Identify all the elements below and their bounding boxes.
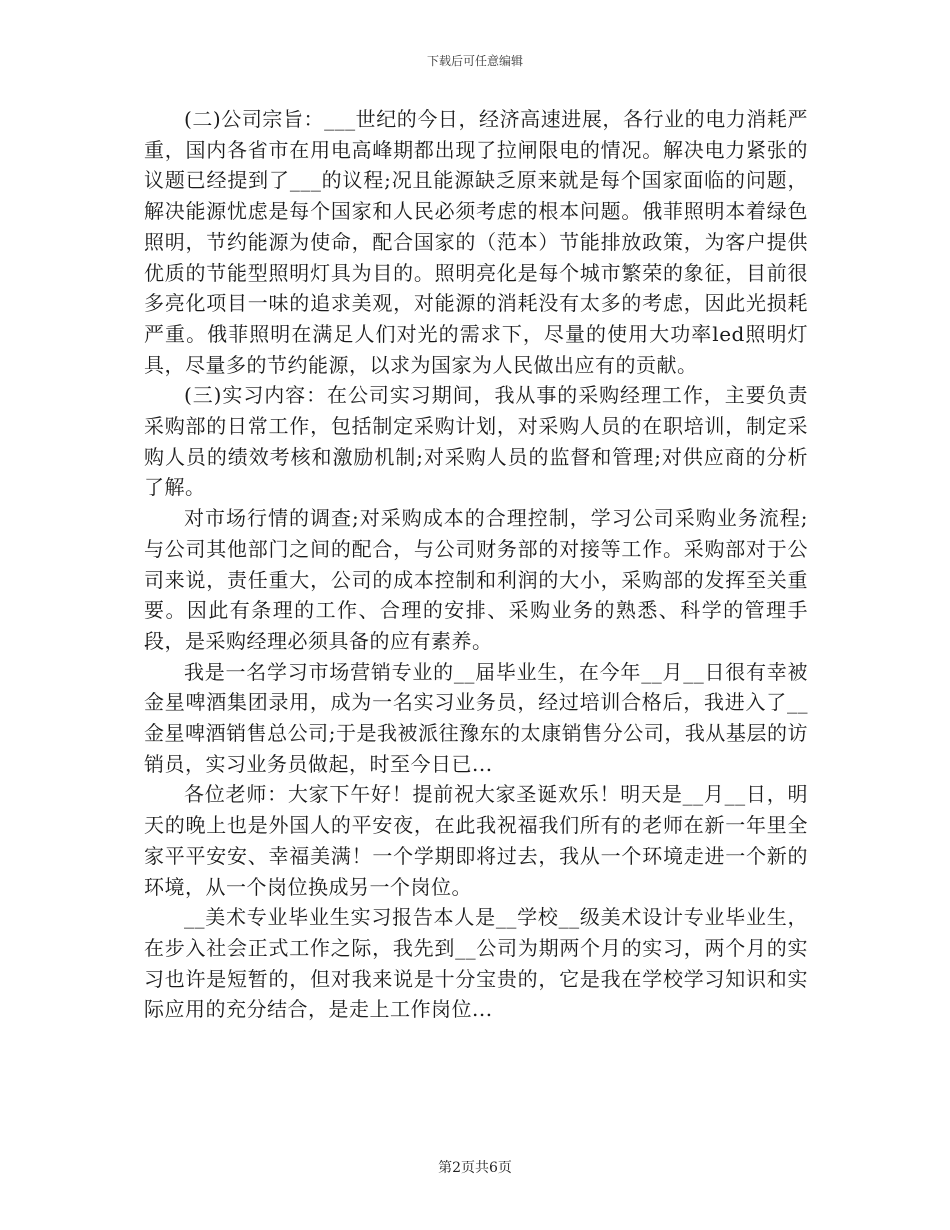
document-body xyxy=(144,104,808,1025)
paragraph-marketing-graduate: 我是一名学习市场营销专业的__届毕业生，在今年__月__日很有幸被金星啤酒集团录用，成为一名实习业务员，经过培训合格后，我进入了__金星啤酒销售总公司;于是我被派往豫东的太康销售分公司，我从基层的访销员，实习业务员做起，时至今日已... xyxy=(144,659,808,776)
page-number: 第2页共6页 xyxy=(438,1160,512,1176)
paragraph-market-research: 对市场行情的调查;对采购成本的合理控制，学习公司采购业务流程;与公司其他部门之间的配合，与公司财务部的对接等工作。采购部对于公司来说，责任重大，公司的成本控制和利润的大小，采购部的发挥至关重要。因此有条理的工作、合理的安排、采购业务的熟悉、科学的管理手段，是采购经理必须具备的应有素养。 xyxy=(144,506,808,653)
paragraph-company-purpose: (二)公司宗旨：___世纪的今日，经济高速进展，各行业的电力消耗严重，国内各省市在用电高峰期都出现了拉闸限电的情况。解决电力紧张的议题已经提到了___的议程;况且能源缺乏原来就是每个国家面临的问题，解决能源忧虑是每个国家和人民必须考虑的根本问题。俄菲照明本着绿色照明，节约能源为使命，配合国家的（范本）节能排放政策，为客户提供优质的节能型照明灯具为目的。照明亮化是每个城市繁荣的象征，目前很多亮化项目一味的追求美观，对能源的消耗没有太多的考虑，因此光损耗严重。俄菲照明在满足人们对光的需求下，尽量的使用大功率led照明灯具，尽量多的节约能源，以求为国家为人民做出应有的贡献。 xyxy=(144,107,808,377)
page-header: 下载后可任意编辑 xyxy=(426,54,523,68)
paragraph-teacher-greeting: 各位老师：大家下午好！提前祝大家圣诞欢乐！明天是__月__日，明天的晚上也是外国人的平安夜，在此我祝福我们所有的老师在新一年里全家平平安安、幸福美满！一个学期即将过去，我从一个环境走进一个新的环境，从一个岗位换成另一个岗位。 xyxy=(144,782,808,899)
paragraph-internship-content: (三)实习内容：在公司实习期间，我从事的采购经理工作，主要负责采购部的日常工作，包括制定采购计划，对采购人员的在职培训，制定采购人员的绩效考核和激励机制;对采购人员的监督和管理;对供应商的分析了解。 xyxy=(144,383,808,500)
paragraph-art-internship: __美术专业毕业生实习报告本人是__学校__级美术设计专业毕业生，在步入社会正式工作之际，我先到__公司为期两个月的实习，两个月的实习也许是短暂的，但对我来说是十分宝贵的，它是我在学校学习知识和实际应用的充分结合，是走上工作岗位... xyxy=(144,905,808,1022)
